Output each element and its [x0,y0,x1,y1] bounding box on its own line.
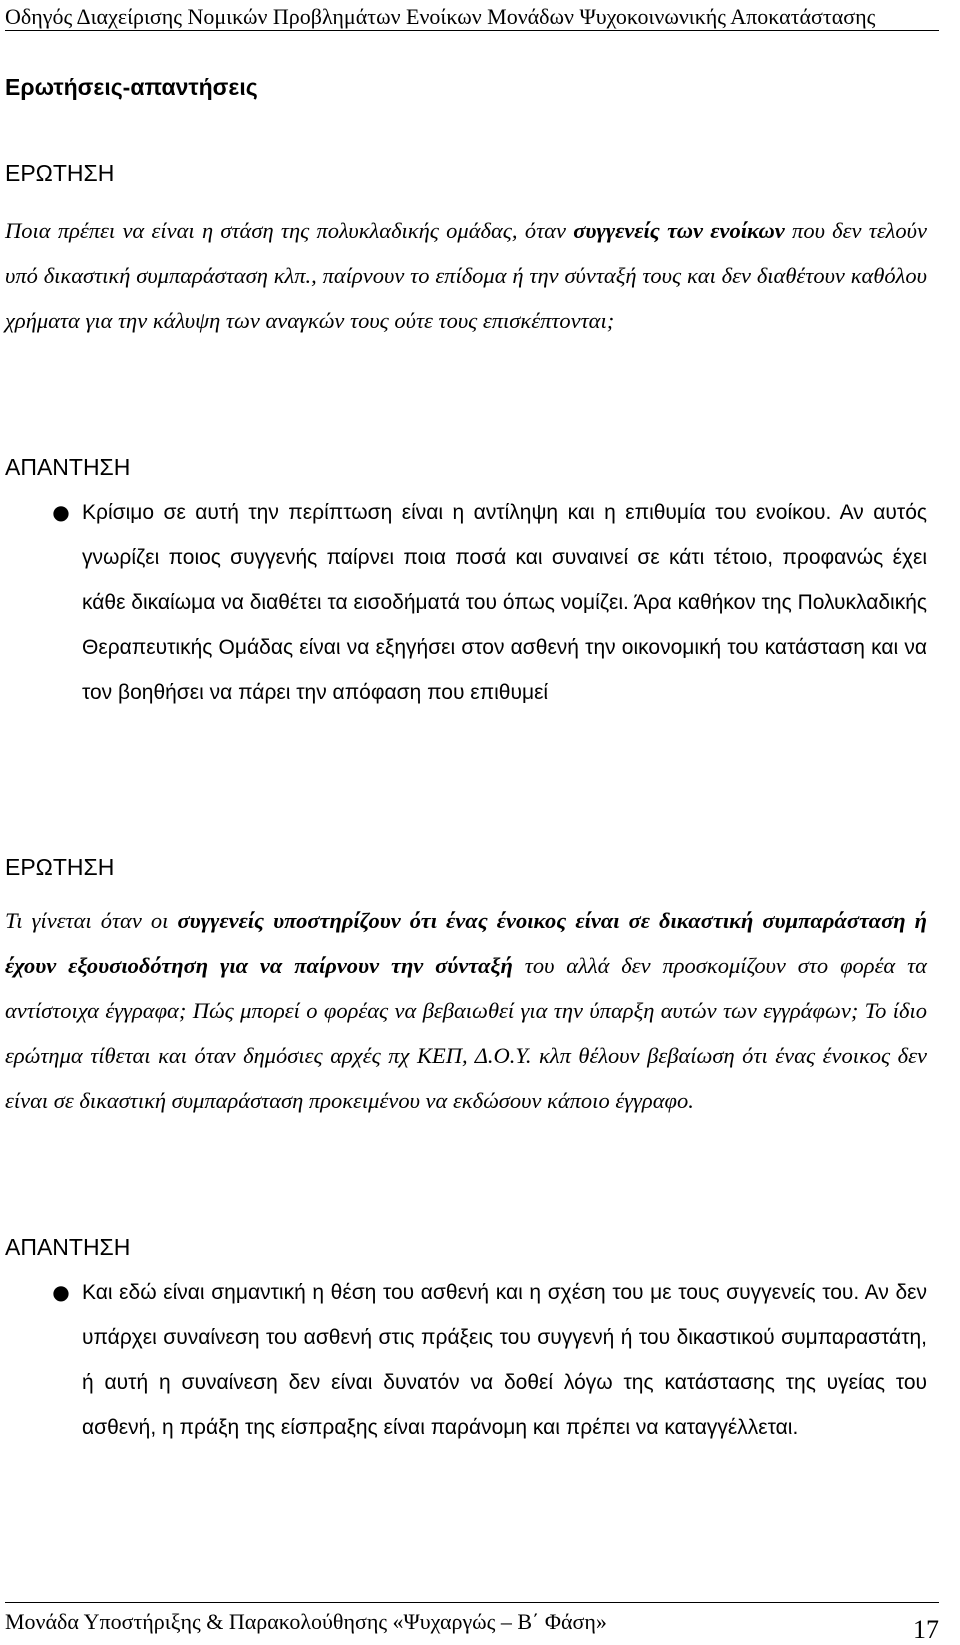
question-text-part: που δεν τελούν υπό δικαστική συμπαράσταση κλπ., παίρνουν το επίδομα ή την σύνταξή τους και δεν διαθέτουν καθόλου χρήματα για την κάλυψη των αναγκών τους ούτε τους επισκέπτονται; [5,218,927,333]
footer-text: Μονάδα Υποστήριξης & Παρακολούθησης «Ψυχαργώς – Β΄ Φάση» [5,1609,607,1634]
question-text [5,208,927,343]
page-footer [5,1602,939,1644]
question-text [5,898,927,1123]
answer-item [45,490,927,715]
question-text-part: του αλλά δεν προσκομίζουν στο φορέα τα αντίστοιχα έγγραφα; Πώς μπορεί ο φορέας να βεβαιωθεί για την ύπαρξη αυτών των εγγράφων; Το ίδιο ερώτημα τίθεται και όταν δημόσιες αρχές πχ ΚΕΠ, Δ.Ο.Υ. κλπ θέλουν βεβαίωση ότι ένας ένοικος δεν είναι σε δικαστική συμπαράσταση προκειμένου να εκδώσουν κάποιο έγγραφο. [5,953,927,1113]
bullet-icon: ● [52,1280,70,1304]
bullet-icon: ● [52,500,70,524]
answer-text: Κρίσιμο σε αυτή την περίπτωση είναι η αντίληψη και η επιθυμία του ενοίκου. Αν αυτός γνωρίζει ποιος συγγενής παίρνει ποια ποσά και συναινεί σε κάτι τέτοιο, προφανώς έχει κάθε δικαίωμα να διαθέτει τα εισοδήματά του όπως νομίζει. Άρα καθήκον της Πολυκλαδικής Θεραπευτικής Ομάδας είναι να εξηγήσει στον ασθενή την οικονομική του κατάσταση και να τον βοηθήσει να πάρει την απόφαση που επιθυμεί [82,501,927,704]
answer-item [45,1270,927,1450]
answer-text: Και εδώ είναι σημαντική η θέση του ασθενή και η σχέση του με τους συγγενείς του. Αν δεν υπάρχει συναίνεση του ασθενή στις πράξεις του συγγενή ή του δικαστικού συμπαραστάτη, ή αυτή η συναίνεση δεν είναι δυνατόν να δοθεί λόγω της κατάστασης της υγείας του ασθενή, η πράξη της είσπραξης είναι παράνομη και πρέπει να καταγγέλλεται. [82,1281,927,1439]
question-text-part: Τι γίνεται όταν οι [5,908,178,933]
answer-label: ΑΠΑΝΤΗΣΗ [5,454,131,480]
question-text-part: Ποια πρέπει να είναι η στάση της πολυκλαδικής ομάδας, όταν [5,218,574,243]
question-text-emphasis: συγγενείς υποστηρίζουν ότι ένας ένοικος είναι σε δικαστική συμπαράσταση ή έχουν εξουσιοδότηση για να παίρνουν την σύνταξή [5,908,927,978]
question-text-emphasis: συγγενείς των ενοίκων [573,218,785,243]
section-title: Ερωτήσεις-απαντήσεις [5,74,258,100]
question-label: ΕΡΩΤΗΣΗ [5,160,115,186]
question-label: ΕΡΩΤΗΣΗ [5,854,115,880]
answer-label: ΑΠΑΝΤΗΣΗ [5,1234,131,1260]
page-number: 17 [913,1615,939,1644]
page-header: Οδηγός Διαχείρισης Νομικών Προβλημάτων Ενοίκων Μονάδων Ψυχοκοινωνικής Αποκατάστασης [5,4,939,31]
